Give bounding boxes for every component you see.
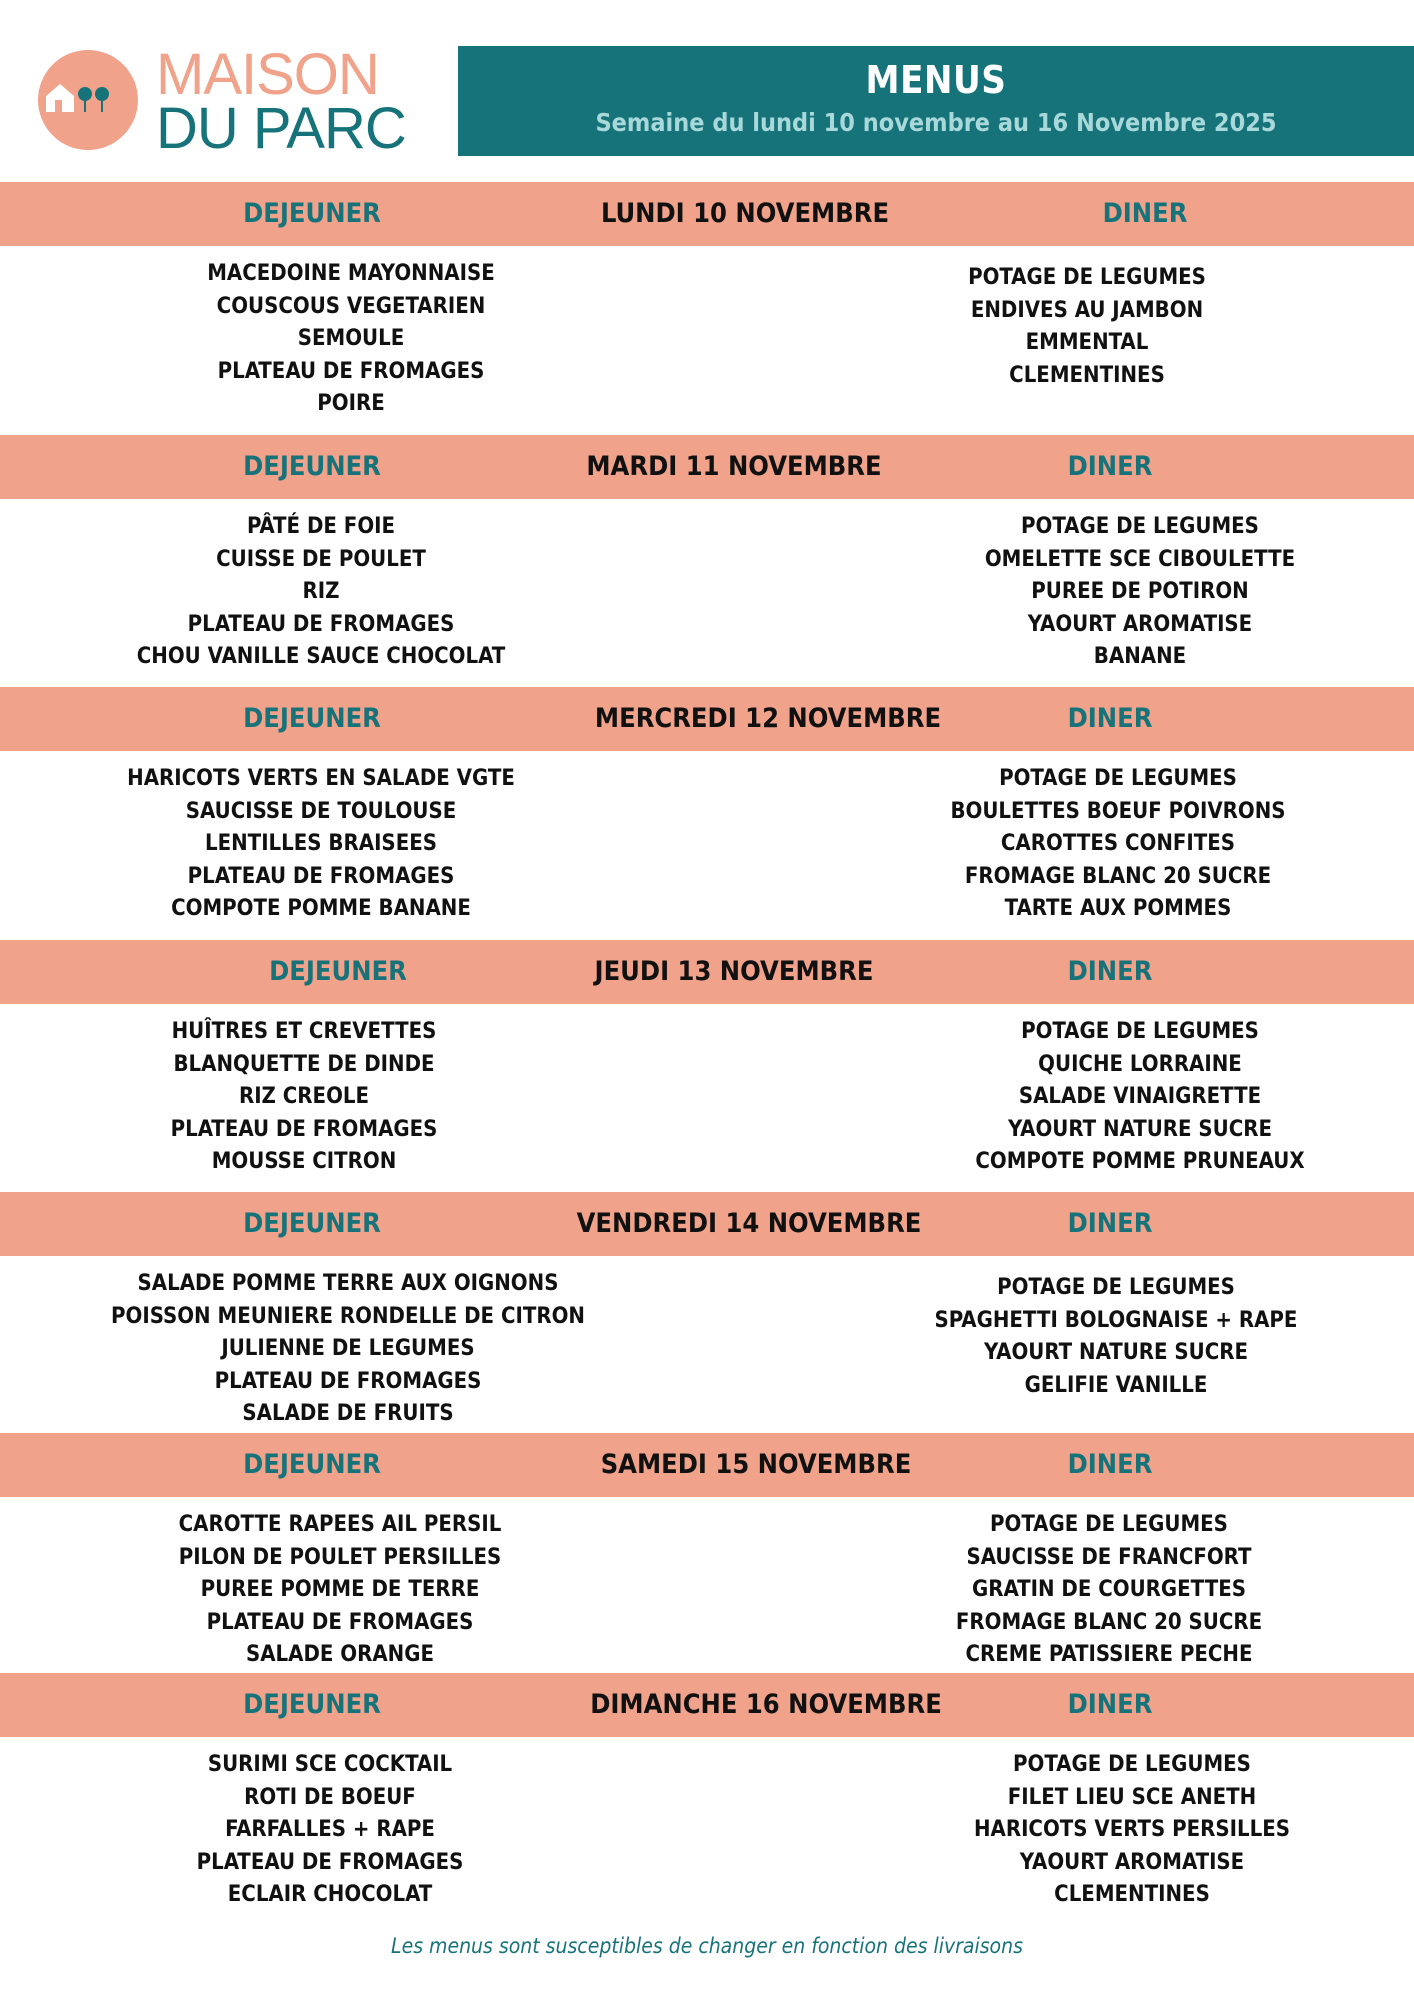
menu-item: SAUCISSE DE FRANCFORT <box>966 1544 1252 1570</box>
dinner-label: DINER <box>1067 1449 1153 1480</box>
dinner-menu <box>985 511 1295 674</box>
menu-item: YAOURT AROMATISE <box>1019 1849 1245 1875</box>
day-header-bar <box>0 1433 1414 1497</box>
menu-item: ENDIVES AU JAMBON <box>970 297 1204 323</box>
menu-item: POTAGE DE LEGUMES <box>1021 514 1259 539</box>
menu-item: MOUSSE CITRON <box>211 1149 397 1174</box>
menu-item: HARICOTS VERTS PERSILLES <box>973 1817 1291 1842</box>
lunch-label: DEJEUNER <box>243 1208 381 1239</box>
lunch-label: DEJEUNER <box>243 1689 381 1720</box>
lunch-menu <box>137 511 505 674</box>
menu-item: TARTE AUX POMMES <box>1004 896 1232 921</box>
day-header-bar <box>0 940 1414 1004</box>
lunch-label: DEJEUNER <box>243 1449 381 1480</box>
menu-item: ECLAIR CHOCOLAT <box>227 1882 433 1907</box>
day-section <box>0 1673 1414 1907</box>
menu-item: PUREE DE POTIRON <box>1031 579 1249 604</box>
dinner-label: DINER <box>1067 1689 1153 1720</box>
lunch-label: DEJEUNER <box>243 198 381 229</box>
menu-item: CLEMENTINES <box>1009 362 1165 388</box>
footer-note: Les menus sont susceptibles de changer en fonction des livraisons <box>391 1934 1023 1958</box>
menu-item: CAROTTES CONFITES <box>1000 831 1236 856</box>
menu-item: FROMAGE BLANC 20 SUCRE <box>955 1609 1263 1635</box>
menu-item: PILON DE POULET PERSILLES <box>178 1544 502 1570</box>
lunch-label: DEJEUNER <box>269 956 407 987</box>
day-header-bar <box>0 687 1414 751</box>
header-banner <box>458 46 1414 156</box>
menu-item: COUSCOUS VEGETARIEN <box>216 293 486 319</box>
menu-item: POTAGE DE LEGUMES <box>999 766 1237 791</box>
menu-item: SURIMI SCE COCKTAIL <box>207 1752 453 1777</box>
dinner-menu <box>950 763 1285 926</box>
day-title: LUNDI 10 NOVEMBRE <box>600 198 890 229</box>
page-title: MENUS <box>865 58 1007 102</box>
menu-item: MACEDOINE MAYONNAISE <box>207 261 495 286</box>
day-header-bar <box>0 1192 1414 1256</box>
menu-item: CUISSE DE POULET <box>216 546 426 572</box>
lunch-menu <box>127 763 515 926</box>
dinner-label: DINER <box>1067 703 1153 734</box>
lunch-menu <box>111 1268 585 1431</box>
menu-item: PLATEAU DE FROMAGES <box>206 1609 474 1635</box>
day-title: DIMANCHE 16 NOVEMBRE <box>590 1689 942 1720</box>
day-header-bar <box>0 435 1414 499</box>
menu-item: CHOU VANILLE SAUCE CHOCOLAT <box>136 644 506 669</box>
logo <box>38 50 138 150</box>
menu-item: POTAGE DE LEGUMES <box>1013 1752 1251 1777</box>
menu-item: BLANQUETTE DE DINDE <box>173 1051 435 1077</box>
dinner-menu <box>974 1749 1290 1912</box>
menu-item: SEMOULE <box>297 326 405 351</box>
menu-item: RIZ <box>302 579 340 604</box>
day-title: MARDI 11 NOVEMBRE <box>586 451 882 482</box>
brand-line1: MAISON <box>156 42 379 107</box>
dinner-label: DINER <box>1067 1208 1153 1239</box>
day-title: VENDREDI 14 NOVEMBRE <box>576 1208 922 1239</box>
menu-item: JULIENNE DE LEGUMES <box>221 1336 475 1361</box>
menu-item: COMPOTE POMME BANANE <box>171 896 471 921</box>
menu-item: PLATEAU DE FROMAGES <box>214 1368 482 1394</box>
menu-item: PÂTÉ DE FOIE <box>246 514 396 539</box>
menu-item: SALADE ORANGE <box>245 1642 435 1667</box>
day-section <box>0 687 1414 921</box>
menu-item: SPAGHETTI BOLOGNAISE + RAPE <box>934 1307 1298 1333</box>
menu-item: HARICOTS VERTS EN SALADE VGTE <box>127 766 515 791</box>
menu-item: YAOURT NATURE SUCRE <box>983 1340 1249 1365</box>
brand-line2: DU PARC <box>156 96 406 161</box>
menu-item: FROMAGE BLANC 20 SUCRE <box>964 863 1272 889</box>
house-trees-icon <box>38 50 138 150</box>
menu-item: PLATEAU DE FROMAGES <box>170 1116 438 1142</box>
menu-item: PLATEAU DE FROMAGES <box>187 611 455 637</box>
menu-item: GELIFIE VANILLE <box>1024 1372 1208 1398</box>
menu-item: POTAGE DE LEGUMES <box>990 1512 1228 1537</box>
dinner-menu <box>968 262 1206 392</box>
day-section <box>0 1192 1414 1426</box>
lunch-menu <box>171 1016 438 1179</box>
dinner-label: DINER <box>1067 451 1153 482</box>
menu-item: GRATIN DE COURGETTES <box>972 1577 1246 1602</box>
menu-item: SALADE POMME TERRE AUX OIGNONS <box>137 1271 559 1296</box>
menu-item: PLATEAU DE FROMAGES <box>187 863 455 889</box>
menu-item: CAROTTE RAPEES AIL PERSIL <box>178 1512 502 1537</box>
menu-item: SALADE VINAIGRETTE <box>1018 1084 1262 1109</box>
dinner-label: DINER <box>1067 956 1153 987</box>
menu-item: YAOURT AROMATISE <box>1027 611 1253 637</box>
day-section <box>0 1433 1414 1667</box>
lunch-menu <box>197 1749 464 1912</box>
dinner-menu <box>935 1272 1298 1402</box>
week-subtitle: Semaine du lundi 10 novembre au 16 Novembre 2025 <box>595 108 1277 137</box>
menu-item: POISSON MEUNIERE RONDELLE DE CITRON <box>111 1303 585 1329</box>
dinner-label: DINER <box>1102 198 1188 229</box>
day-header-bar <box>0 182 1414 246</box>
menu-item: CLEMENTINES <box>1054 1882 1210 1907</box>
menu-item: PUREE POMME DE TERRE <box>200 1577 480 1602</box>
lunch-menu <box>179 1509 502 1672</box>
menu-item: FILET LIEU SCE ANETH <box>1007 1784 1257 1810</box>
menu-item: POIRE <box>317 391 385 416</box>
menu-item: FARFALLES + RAPE <box>225 1817 435 1842</box>
menu-item: BANANE <box>1093 644 1187 669</box>
day-section <box>0 940 1414 1174</box>
menu-item: POTAGE DE LEGUMES <box>1021 1019 1259 1044</box>
menu-item: PLATEAU DE FROMAGES <box>196 1849 464 1875</box>
menu-item: LENTILLES BRAISEES <box>204 831 437 856</box>
lunch-label: DEJEUNER <box>243 703 381 734</box>
menu-item: POTAGE DE LEGUMES <box>997 1275 1235 1300</box>
menu-item: RIZ CREOLE <box>238 1084 370 1109</box>
menu-item: EMMENTAL <box>1025 330 1149 355</box>
menu-item: PLATEAU DE FROMAGES <box>217 358 485 384</box>
menu-item: POTAGE DE LEGUMES <box>968 265 1206 290</box>
menu-item: CREME PATISSIERE PECHE <box>965 1642 1253 1667</box>
menu-item: HUÎTRES ET CREVETTES <box>171 1019 437 1044</box>
lunch-label: DEJEUNER <box>243 451 381 482</box>
menu-item: ROTI DE BOEUF <box>244 1784 416 1810</box>
day-header-bar <box>0 1673 1414 1737</box>
menu-item: QUICHE LORRAINE <box>1038 1051 1242 1077</box>
day-section <box>0 182 1414 416</box>
menu-item: BOULETTES BOEUF POIVRONS <box>950 798 1286 824</box>
menu-item: YAOURT NATURE SUCRE <box>1007 1116 1273 1142</box>
menu-item: SAUCISSE DE TOULOUSE <box>185 798 457 824</box>
dinner-menu <box>956 1509 1262 1672</box>
menu-item: OMELETTE SCE CIBOULETTE <box>984 546 1296 572</box>
lunch-menu <box>207 258 495 421</box>
dinner-menu <box>975 1016 1304 1179</box>
menu-item: SALADE DE FRUITS <box>242 1401 454 1426</box>
day-title: MERCREDI 12 NOVEMBRE <box>594 703 942 734</box>
menu-item: COMPOTE POMME PRUNEAUX <box>975 1149 1305 1174</box>
day-title: JEUDI 13 NOVEMBRE <box>594 956 874 987</box>
day-title: SAMEDI 15 NOVEMBRE <box>600 1449 912 1480</box>
day-section <box>0 435 1414 669</box>
